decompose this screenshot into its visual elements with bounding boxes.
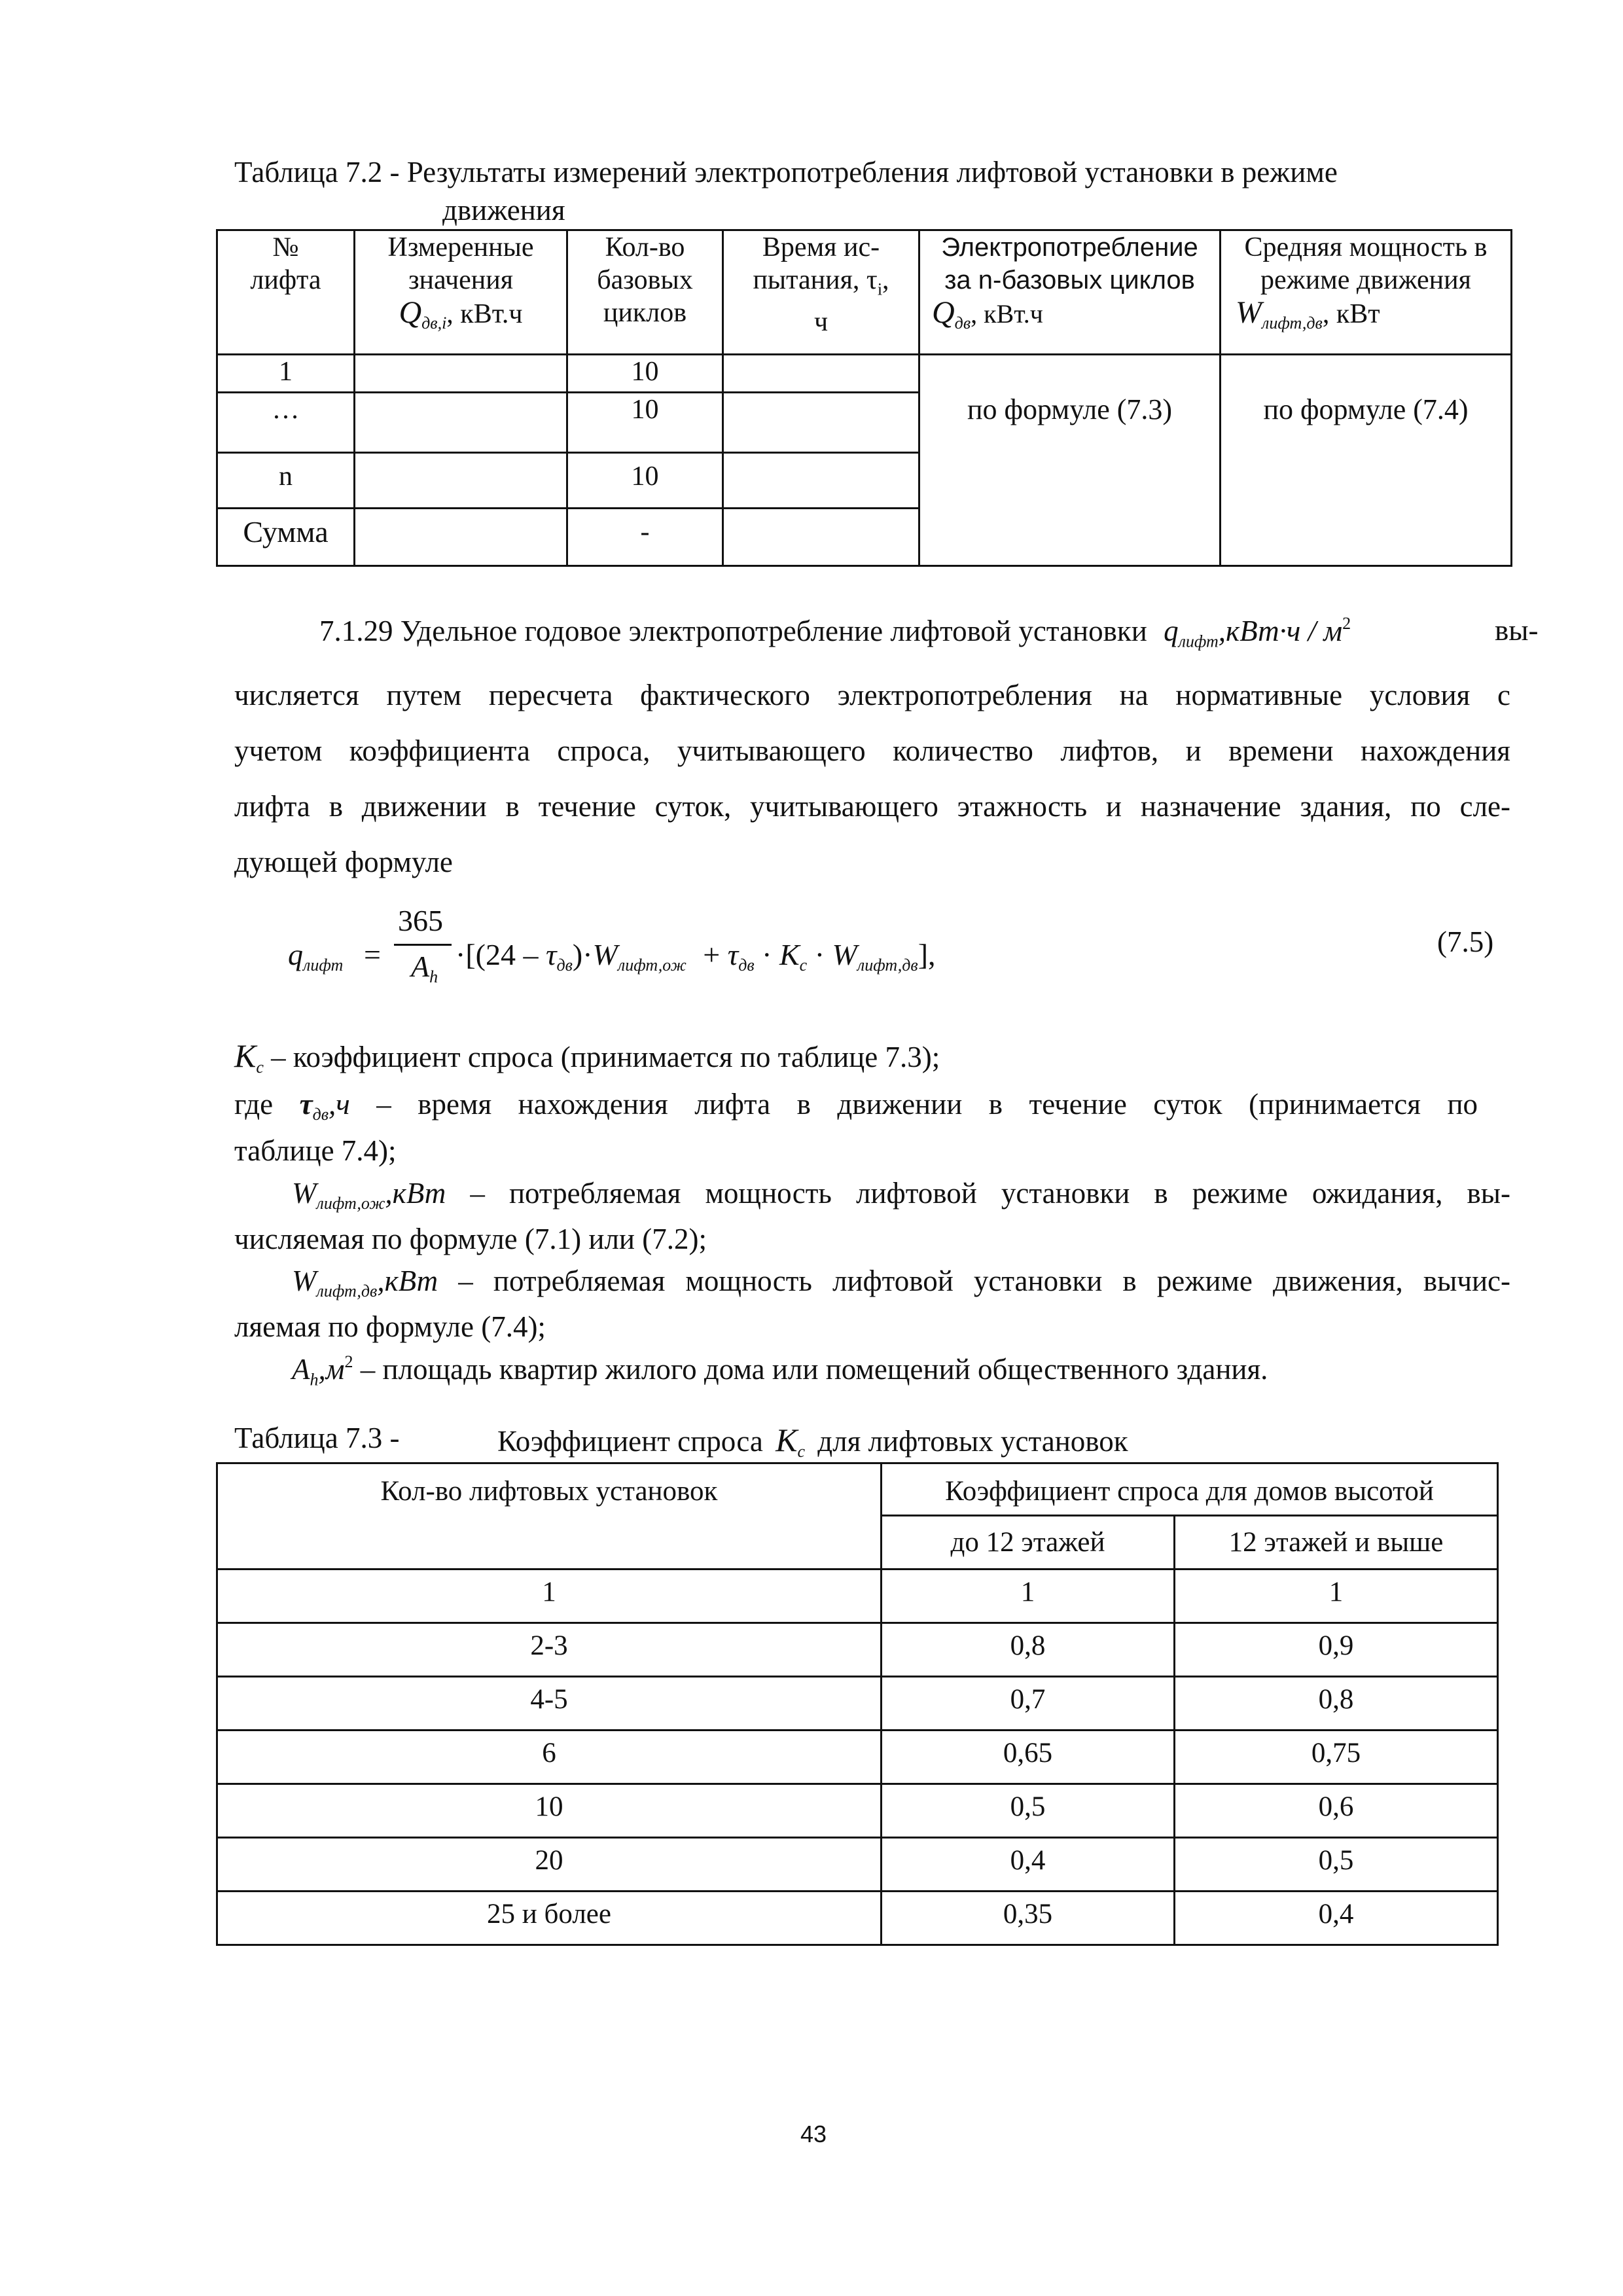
cell-cycles: 10 xyxy=(567,393,723,453)
cell-lift: … xyxy=(217,393,355,453)
table72-caption-line1: Таблица 7.2 - Результаты измерений электропотребления лифтовой установки в режиме xyxy=(234,156,1338,188)
cell-lift-count: 25 и более xyxy=(217,1892,882,1945)
table-7-3 xyxy=(216,1462,1499,1946)
formula-denominator: $A_h$ xyxy=(411,950,438,987)
cell-time xyxy=(723,509,919,566)
header-measured-values: Измеренные значения $Q_{дв,i}$, кВт.ч xyxy=(355,230,567,355)
table-row xyxy=(217,1570,1498,1623)
cell-time xyxy=(723,393,919,453)
cell-time xyxy=(723,355,919,393)
cell-lift-count: 6 xyxy=(217,1731,882,1784)
cell-coef-up-to-12: 0,8 xyxy=(882,1623,1175,1677)
cell-cycles: 10 xyxy=(567,355,723,393)
table73-body xyxy=(217,1570,1498,1945)
paragraph-line4: лифта в движении в течение суток, учитывающего этажность и назначение здания, по сле- xyxy=(234,790,1510,823)
header-lift-number: № лифта xyxy=(217,230,355,355)
table-row xyxy=(217,355,1512,393)
legend-kc: $K_c$ – коэффициент спроса (принимается по таблице 7.3); xyxy=(234,1037,940,1077)
table-row xyxy=(217,1731,1498,1784)
cell-measured xyxy=(355,393,567,453)
paragraph-line1-end: вы- xyxy=(1495,614,1539,647)
cell-lift-count: 4-5 xyxy=(217,1677,882,1731)
cell-measured xyxy=(355,355,567,393)
table-row xyxy=(217,1677,1498,1731)
table-7-2 xyxy=(216,229,1512,567)
cell-coef-12-and-above: 0,5 xyxy=(1175,1838,1498,1892)
legend-w-oj-cont: числяемая по формуле (7.1) или (7.2); xyxy=(234,1223,707,1255)
cell-cycles: - xyxy=(567,509,723,566)
header-demand-coefficient: Коэффициент спроса для домов высотой xyxy=(882,1463,1498,1516)
formula-equals: = xyxy=(364,938,381,971)
legend-w-dv-cont: ляемая по формуле (7.4); xyxy=(234,1310,546,1343)
cell-lift: n xyxy=(217,453,355,509)
legend-ah: $A_h,м^2$ – площадь квартир жилого дома или помещений общественного здания. xyxy=(292,1352,1268,1390)
cell-cycles: 10 xyxy=(567,453,723,509)
paragraph-line2: числяется путем пересчета фактического электропотребления на нормативные условия с xyxy=(234,679,1510,711)
paragraph-line5: дующей формуле xyxy=(234,846,453,878)
header-12-floors-and-above: 12 этажей и выше xyxy=(1175,1516,1498,1570)
cell-lift: Сумма xyxy=(217,509,355,566)
cell-coef-up-to-12: 0,5 xyxy=(882,1784,1175,1838)
cell-lift-count: 10 xyxy=(217,1784,882,1838)
legend-w-dv: $W_{лифт,дв},кВт$ – потребляемая мощность лифтовой установки в режиме движения, вычис- xyxy=(292,1265,1511,1301)
page-number: 43 xyxy=(800,2121,827,2147)
legend-w-oj: $W_{лифт,ож},кВт$ – потребляемая мощность лифтовой установки в режиме ожидания, вы- xyxy=(292,1177,1511,1213)
header-lift-count: Кол-во лифтовых установок xyxy=(217,1463,882,1570)
header-test-time: Время ис- пытания, $\tau_i$, ч xyxy=(723,230,919,355)
cell-lift: 1 xyxy=(217,355,355,393)
header-up-to-12-floors: до 12 этажей xyxy=(882,1516,1175,1570)
paragraph-line1: 7.1.29 Удельное годовое электропотребление лифтовой установки $q_{лифт},кВт\cdot ч / м^2$ xyxy=(319,614,1351,651)
cell-coef-up-to-12: 0,35 xyxy=(882,1892,1175,1945)
formula-number: (7.5) xyxy=(1437,925,1494,958)
table73-caption: Коэффициент спроса $K_c$ для лифтовых установок xyxy=(497,1422,1128,1462)
cell-coef-12-and-above: 0,75 xyxy=(1175,1731,1498,1784)
cell-formula-7-4: по формуле (7.4) xyxy=(1221,355,1512,566)
formula-lhs: $q_{лифт}$ xyxy=(288,938,344,975)
formula-body: $\cdot[(24 - \tau_{дв})\cdot W_{лифт,ож} + \tau_{дв} \cdot K_c \cdot W_{лифт,дв}]$, xyxy=(455,938,936,975)
legend-tau-cont: таблице 7.4); xyxy=(234,1134,397,1167)
cell-coef-up-to-12: 0,4 xyxy=(882,1838,1175,1892)
table-row xyxy=(217,1892,1498,1945)
fraction-bar xyxy=(394,944,452,946)
table72-caption-line2: движения xyxy=(442,194,565,226)
cell-formula-7-3: по формуле (7.3) xyxy=(919,355,1221,566)
header-energy-consumption: Электропотребление за n-базовых циклов $Q_{дв}$, кВт.ч xyxy=(919,230,1221,355)
cell-lift-count: 20 xyxy=(217,1838,882,1892)
cell-coef-12-and-above: 0,6 xyxy=(1175,1784,1498,1838)
cell-measured xyxy=(355,509,567,566)
cell-coef-up-to-12: 0,7 xyxy=(882,1677,1175,1731)
cell-coef-up-to-12: 1 xyxy=(882,1570,1175,1623)
paragraph-line3: учетом коэффициента спроса, учитывающего количество лифтов, и времени нахождения xyxy=(234,734,1510,767)
cell-coef-up-to-12: 0,65 xyxy=(882,1731,1175,1784)
formula-numerator: 365 xyxy=(398,904,443,937)
header-base-cycles: Кол-во базовых циклов xyxy=(567,230,723,355)
cell-coef-12-and-above: 1 xyxy=(1175,1570,1498,1623)
table72-header-row xyxy=(217,230,1512,355)
cell-coef-12-and-above: 0,8 xyxy=(1175,1677,1498,1731)
table73-header-row xyxy=(217,1463,1498,1516)
table-row xyxy=(217,1784,1498,1838)
table73-caption-prefix: Таблица 7.3 - xyxy=(234,1422,400,1454)
cell-coef-12-and-above: 0,4 xyxy=(1175,1892,1498,1945)
cell-measured xyxy=(355,453,567,509)
cell-time xyxy=(723,453,919,509)
cell-lift-count: 2-3 xyxy=(217,1623,882,1677)
table-row xyxy=(217,1623,1498,1677)
table-row xyxy=(217,1838,1498,1892)
header-average-power: Средняя мощность в режиме движения $W_{лифт,дв}$, кВт xyxy=(1221,230,1512,355)
cell-lift-count: 1 xyxy=(217,1570,882,1623)
legend-tau: где $\tau_{дв},ч$ – время нахождения лифта в движении в течение суток (принимается по xyxy=(234,1088,1478,1124)
cell-coef-12-and-above: 0,9 xyxy=(1175,1623,1498,1677)
